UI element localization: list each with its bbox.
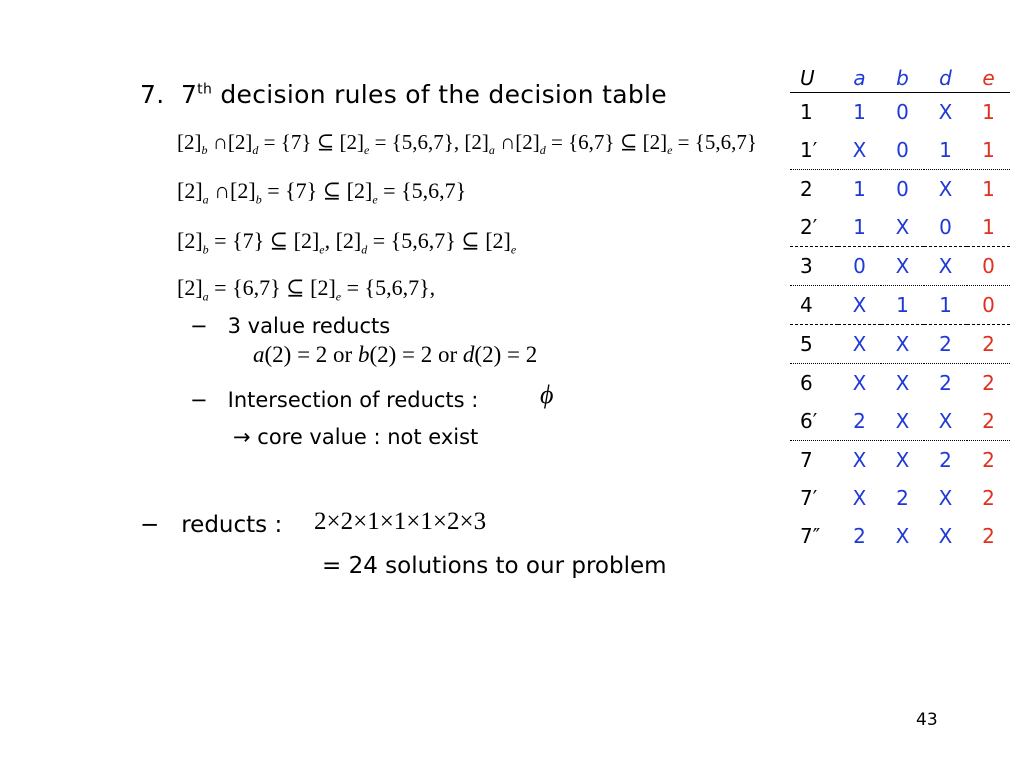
page-number: 43 (916, 710, 938, 730)
cell-b: X (881, 208, 924, 247)
title-prefix: 7 (180, 80, 198, 109)
cell-a: 0 (838, 247, 881, 286)
cell-u: 2′ (790, 208, 838, 247)
header-b: b (881, 64, 924, 93)
table-row (790, 93, 1010, 132)
cell-e: 2 (967, 325, 1010, 364)
cell-d: X (938, 486, 953, 510)
cell-a: 1 (853, 100, 866, 124)
bullet-intersection (190, 388, 478, 412)
header-e: e (967, 64, 1010, 93)
cell-b: X (895, 448, 910, 472)
bullet-dash: − (140, 512, 160, 538)
empty-set-symbol: ϕ (540, 380, 554, 409)
cell-e: 2 (982, 448, 995, 472)
table-row (790, 247, 1010, 286)
cell-a: X (852, 448, 867, 472)
core-value-text: → core value : not exist (233, 425, 479, 449)
cell-d: 1 (924, 286, 967, 325)
cell-a: X (838, 286, 881, 325)
cell-d: X (938, 100, 953, 124)
cell-a: X (852, 371, 867, 395)
cell-b: 0 (881, 131, 924, 170)
table-row (790, 402, 1010, 441)
table-row (790, 364, 1010, 403)
title-rest: decision rules of the decision table (212, 80, 667, 109)
title-sup: th (197, 81, 213, 98)
cell-b: 0 (896, 100, 909, 124)
reducts-label: reducts : (181, 512, 283, 538)
cell-b: X (895, 371, 910, 395)
cell-d: X (924, 402, 967, 441)
cell-b: X (881, 247, 924, 286)
cell-e: 2 (982, 524, 995, 548)
equation-line-1: $[2]_b$ $\cap[2]_d = \{7\}$ ⊆ $[2]_e = \{5,6,7\}$, $[2]_a$ $\cap[2]_d = \{6,7\}$ ⊆ $[2]_e = \{5,6,7\}$ (177, 130, 757, 158)
solutions-text: = 24 solutions to our problem (322, 553, 667, 579)
table-row (790, 517, 1010, 555)
cell-d: X (924, 247, 967, 286)
cell-e: 2 (982, 371, 995, 395)
cell-d: 2 (939, 371, 952, 395)
equation-line-2: $[2]_a$ $\cap[2]_b = \{7\}$ ⊆ $[2]_e = \{5,6,7\}$ (177, 178, 467, 207)
cell-a: 1 (853, 177, 866, 201)
cell-d: X (938, 177, 953, 201)
value-reducts-text: 3 value reducts (227, 314, 391, 338)
table-row (790, 325, 1010, 364)
cell-a: 1 (838, 208, 881, 247)
cell-u: 1′ (790, 131, 838, 170)
bullet-reducts (140, 512, 282, 538)
header-u: U (790, 64, 838, 93)
bullet-value-reducts (190, 314, 390, 338)
slide-title (140, 80, 667, 109)
header-a: a (838, 64, 881, 93)
cell-e: 2 (982, 486, 995, 510)
table-row (790, 170, 1010, 209)
cell-a: X (852, 486, 867, 510)
equation-line-3: $[2]_b = \{7\}$ ⊆ $[2]_e$, $[2]_d = \{5,6,7\}$ ⊆ $[2]_e$ (177, 228, 517, 257)
reducts-product: 2×2×1×1×1×2×3 (314, 508, 487, 535)
cell-d: 0 (924, 208, 967, 247)
cell-b: X (881, 325, 924, 364)
table-header-row (790, 64, 1010, 93)
cell-e: 1 (982, 100, 995, 124)
cell-b: 1 (881, 286, 924, 325)
cell-u: 7′ (800, 486, 818, 510)
cell-e: 1 (967, 131, 1010, 170)
table-row (790, 479, 1010, 517)
cell-d: 2 (939, 448, 952, 472)
cell-d: 2 (924, 325, 967, 364)
equation-line-4: $[2]_a = \{6,7\}$ ⊆ $[2]_e = \{5,6,7\}$, (177, 275, 436, 304)
table-row (790, 286, 1010, 325)
cell-e: 0 (967, 286, 1010, 325)
cell-u: 2 (800, 177, 813, 201)
cell-e: 1 (982, 177, 995, 201)
cell-b: 2 (896, 486, 909, 510)
cell-b: X (881, 402, 924, 441)
table-row (790, 441, 1010, 480)
table-row (790, 131, 1010, 170)
header-d: d (924, 64, 967, 93)
decision-table (790, 64, 1010, 555)
cell-u: 3 (790, 247, 838, 286)
cell-a: X (838, 325, 881, 364)
cell-u: 1 (800, 100, 813, 124)
cell-u: 7 (800, 448, 813, 472)
reduct-equation: a(2) = 2 or b(2) = 2 or d(2) = 2 (253, 342, 538, 367)
table-row (790, 208, 1010, 247)
cell-d: X (938, 524, 953, 548)
cell-e: 2 (967, 402, 1010, 441)
cell-b: 0 (896, 177, 909, 201)
bullet-dash: − (190, 314, 208, 338)
cell-u: 5 (790, 325, 838, 364)
cell-u: 4 (790, 286, 838, 325)
cell-e: 1 (967, 208, 1010, 247)
intersection-text: Intersection of reducts : (227, 388, 479, 412)
cell-u: 6 (800, 371, 813, 395)
title-number: 7. (140, 80, 165, 109)
cell-u: 6′ (790, 402, 838, 441)
cell-d: 1 (924, 131, 967, 170)
cell-a: 2 (853, 524, 866, 548)
bullet-dash: − (190, 388, 208, 412)
cell-e: 0 (967, 247, 1010, 286)
cell-a: 2 (838, 402, 881, 441)
cell-u: 7″ (800, 524, 821, 548)
cell-a: X (838, 131, 881, 170)
cell-b: X (895, 524, 910, 548)
